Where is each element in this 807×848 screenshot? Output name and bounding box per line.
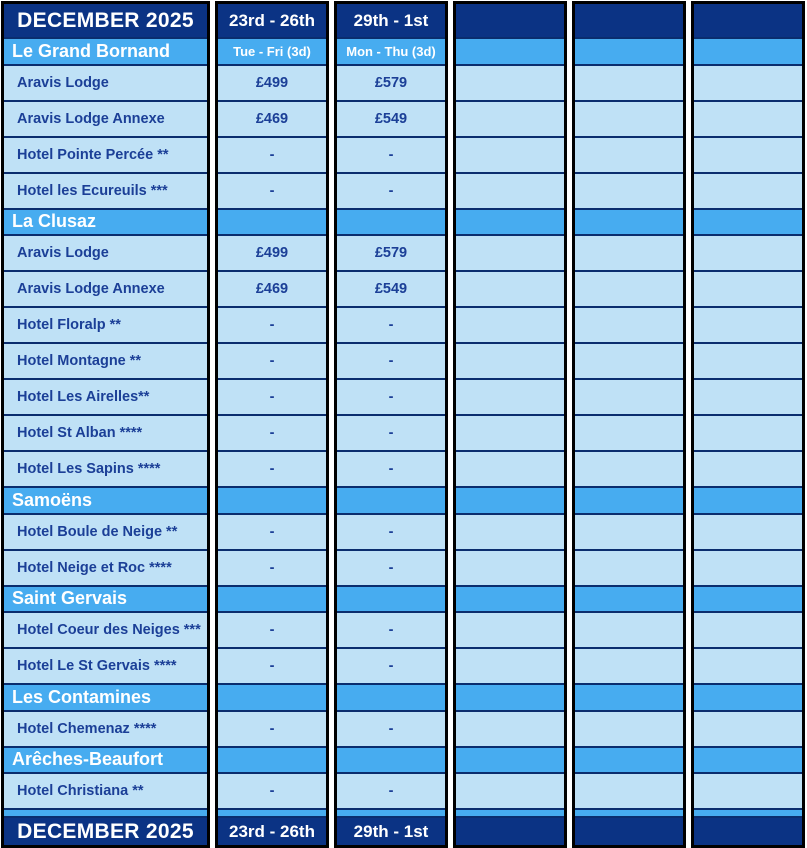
price-cell (575, 772, 683, 808)
day-pattern-subheader (575, 208, 683, 235)
price-cell (456, 549, 564, 585)
spacer-row (694, 808, 802, 816)
hotel-name-cell: Aravis Lodge (4, 234, 207, 270)
day-pattern-subheader (694, 208, 802, 235)
price-cell: - (337, 549, 445, 585)
price-cell: - (218, 513, 326, 549)
hotel-name-cell: Hotel Boule de Neige ** (4, 513, 207, 549)
price-cell (575, 306, 683, 342)
price-cell: £469 (218, 100, 326, 136)
price-cell: £499 (218, 64, 326, 100)
day-pattern-subheader (337, 486, 445, 513)
day-pattern-subheader (456, 585, 564, 612)
hotel-name-cell: Aravis Lodge Annexe (4, 270, 207, 306)
price-cell (694, 549, 802, 585)
price-cell (694, 611, 802, 647)
price-cell (456, 647, 564, 683)
price-cell: - (337, 306, 445, 342)
price-cell (694, 136, 802, 172)
price-cell (456, 378, 564, 414)
price-cell: £579 (337, 64, 445, 100)
day-pattern-subheader (218, 208, 326, 235)
day-pattern-subheader (456, 37, 564, 64)
date-range-footer (694, 816, 802, 845)
price-cell (456, 234, 564, 270)
price-cell: - (337, 647, 445, 683)
month-title: DECEMBER 2025 (4, 4, 207, 37)
resort-section-header: Le Grand Bornand (4, 37, 207, 64)
price-cell (575, 549, 683, 585)
price-cell (694, 378, 802, 414)
hotel-name-cell: Aravis Lodge (4, 64, 207, 100)
price-cell: - (218, 549, 326, 585)
day-pattern-subheader (456, 683, 564, 710)
price-cell (694, 100, 802, 136)
spacer-row (4, 808, 207, 816)
price-cell (575, 710, 683, 746)
hotel-name-cell: Hotel Montagne ** (4, 342, 207, 378)
column-empty-3 (691, 1, 805, 848)
hotel-name-cell: Hotel Christiana ** (4, 772, 207, 808)
column-resorts-hotels (1, 1, 210, 848)
price-cell: - (218, 342, 326, 378)
price-cell: - (218, 611, 326, 647)
date-range-footer (575, 816, 683, 845)
day-pattern-subheader (575, 37, 683, 64)
price-cell: - (218, 306, 326, 342)
day-pattern-subheader (694, 585, 802, 612)
hotel-name-cell: Hotel Les Sapins **** (4, 450, 207, 486)
day-pattern-subheader (575, 585, 683, 612)
month-title-footer: DECEMBER 2025 (4, 816, 207, 845)
hotel-name-cell: Hotel Neige et Roc **** (4, 549, 207, 585)
price-cell (575, 64, 683, 100)
day-pattern-subheader (456, 486, 564, 513)
price-cell: £549 (337, 270, 445, 306)
price-cell (575, 270, 683, 306)
day-pattern-subheader (456, 208, 564, 235)
price-cell: - (218, 378, 326, 414)
price-cell (456, 136, 564, 172)
price-cell (575, 100, 683, 136)
price-cell: £469 (218, 270, 326, 306)
day-pattern-subheader (218, 746, 326, 773)
spacer-row (575, 808, 683, 816)
price-cell: - (218, 710, 326, 746)
spacer-row (337, 808, 445, 816)
hotel-name-cell: Aravis Lodge Annexe (4, 100, 207, 136)
price-cell (456, 772, 564, 808)
price-cell (456, 342, 564, 378)
column-empty-2 (572, 1, 686, 848)
price-cell: - (337, 414, 445, 450)
price-cell (575, 647, 683, 683)
price-cell: - (337, 172, 445, 208)
price-cell (575, 136, 683, 172)
date-range-footer (456, 816, 564, 845)
price-cell: - (337, 450, 445, 486)
price-cell (575, 342, 683, 378)
date-range-header (694, 4, 802, 37)
price-cell (694, 342, 802, 378)
price-cell (456, 100, 564, 136)
resort-section-header: Arêches-Beaufort (4, 746, 207, 773)
price-cell (456, 710, 564, 746)
price-cell: - (337, 710, 445, 746)
price-cell: - (337, 378, 445, 414)
day-pattern-subheader (218, 683, 326, 710)
day-pattern-subheader (337, 683, 445, 710)
day-pattern-subheader: Tue - Fri (3d) (218, 37, 326, 64)
spacer-row (456, 808, 564, 816)
price-cell: - (218, 414, 326, 450)
price-cell (694, 306, 802, 342)
day-pattern-subheader (337, 208, 445, 235)
hotel-name-cell: Hotel Les Airelles** (4, 378, 207, 414)
price-cell (456, 306, 564, 342)
date-range-footer: 23rd - 26th (218, 816, 326, 845)
column-empty-1 (453, 1, 567, 848)
price-cell: £579 (337, 234, 445, 270)
date-range-footer: 29th - 1st (337, 816, 445, 845)
price-cell (694, 647, 802, 683)
price-cell (694, 172, 802, 208)
price-cell: - (218, 172, 326, 208)
date-range-header: 29th - 1st (337, 4, 445, 37)
hotel-name-cell: Hotel Coeur des Neiges *** (4, 611, 207, 647)
price-cell (456, 270, 564, 306)
price-cell: - (218, 772, 326, 808)
price-cell (575, 611, 683, 647)
day-pattern-subheader (575, 486, 683, 513)
day-pattern-subheader (694, 486, 802, 513)
price-cell (694, 270, 802, 306)
price-cell (456, 450, 564, 486)
day-pattern-subheader (456, 746, 564, 773)
hotel-name-cell: Hotel Le St Gervais **** (4, 647, 207, 683)
price-cell (456, 513, 564, 549)
resort-section-header: Saint Gervais (4, 585, 207, 612)
hotel-name-cell: Hotel Pointe Percée ** (4, 136, 207, 172)
date-range-header (575, 4, 683, 37)
price-cell: - (218, 647, 326, 683)
price-cell (694, 513, 802, 549)
date-range-header (456, 4, 564, 37)
resort-section-header: Les Contamines (4, 683, 207, 710)
price-cell (694, 450, 802, 486)
hotel-name-cell: Hotel les Ecureuils *** (4, 172, 207, 208)
price-cell (575, 172, 683, 208)
day-pattern-subheader (575, 683, 683, 710)
price-cell (456, 64, 564, 100)
day-pattern-subheader (218, 585, 326, 612)
day-pattern-subheader (575, 746, 683, 773)
date-range-header: 23rd - 26th (218, 4, 326, 37)
price-cell (575, 513, 683, 549)
resort-section-header: Samoëns (4, 486, 207, 513)
price-cell: - (218, 450, 326, 486)
price-cell (694, 234, 802, 270)
price-cell: - (337, 136, 445, 172)
price-cell (575, 414, 683, 450)
price-cell (575, 450, 683, 486)
price-cell (694, 710, 802, 746)
column-dates-23rd-26th (215, 1, 329, 848)
price-cell (694, 64, 802, 100)
price-cell: £549 (337, 100, 445, 136)
price-cell: - (337, 772, 445, 808)
hotel-name-cell: Hotel Floralp ** (4, 306, 207, 342)
day-pattern-subheader (694, 37, 802, 64)
price-cell (575, 234, 683, 270)
price-cell (456, 414, 564, 450)
day-pattern-subheader (694, 746, 802, 773)
day-pattern-subheader: Mon - Thu (3d) (337, 37, 445, 64)
price-cell: - (218, 136, 326, 172)
price-cell (694, 772, 802, 808)
price-cell: - (337, 611, 445, 647)
price-cell (456, 172, 564, 208)
spacer-row (218, 808, 326, 816)
price-cell: - (337, 513, 445, 549)
day-pattern-subheader (694, 683, 802, 710)
price-cell: £499 (218, 234, 326, 270)
column-dates-29th-1st (334, 1, 448, 848)
day-pattern-subheader (218, 486, 326, 513)
hotel-name-cell: Hotel Chemenaz **** (4, 710, 207, 746)
hotel-name-cell: Hotel St Alban **** (4, 414, 207, 450)
price-cell: - (337, 342, 445, 378)
day-pattern-subheader (337, 746, 445, 773)
price-cell (456, 611, 564, 647)
price-cell (694, 414, 802, 450)
price-cell (575, 378, 683, 414)
day-pattern-subheader (337, 585, 445, 612)
resort-section-header: La Clusaz (4, 208, 207, 235)
